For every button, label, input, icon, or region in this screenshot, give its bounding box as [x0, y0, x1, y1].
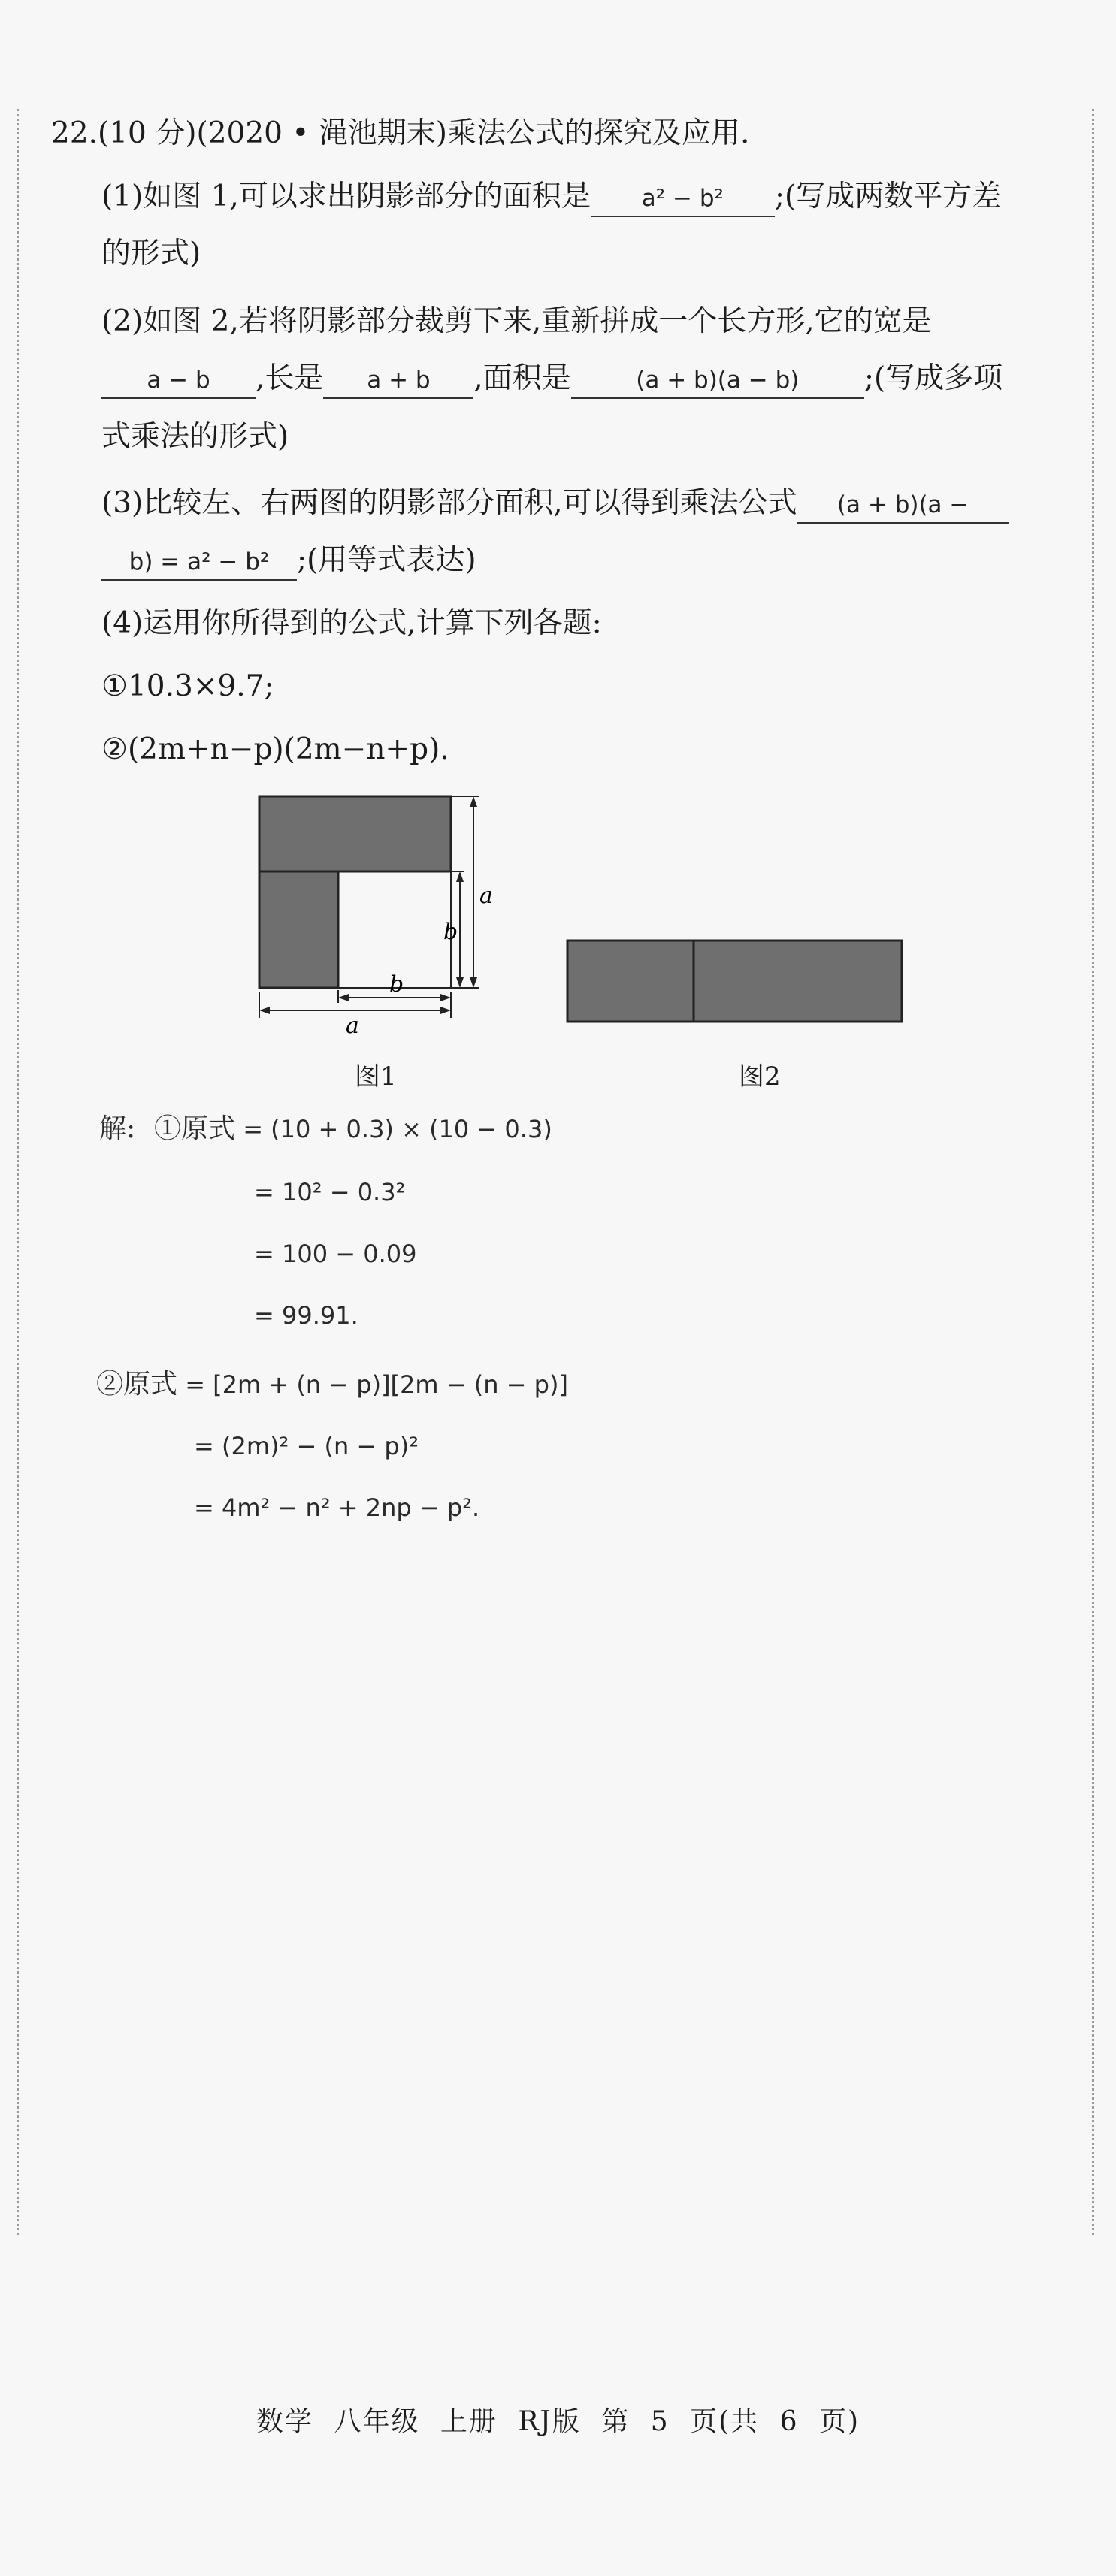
- label-a-bottom: a: [346, 1013, 359, 1037]
- figure-1-top-shaded-rect: [259, 796, 451, 871]
- solution-2-line-2: = (2m)² − (n − p)²: [194, 1432, 419, 1460]
- solution-label: 解:: [99, 1113, 136, 1144]
- solution-1-line-2: = 10² − 0.3²: [254, 1178, 406, 1206]
- solution-1-line-4: = 99.91.: [254, 1301, 358, 1330]
- question-4: (4)运用你所得到的公式,计算下列各题:: [101, 606, 602, 640]
- question-3-continued: b) = a² − b² ;(用等式表达): [101, 538, 476, 583]
- answer-blank-formula-part1: (a + b)(a −: [797, 488, 1009, 524]
- solution-1-line-3: = 100 − 0.09: [254, 1240, 417, 1268]
- answer-blank-area: (a + b)(a − b): [571, 363, 864, 399]
- answer-blank-width: a − b: [101, 363, 256, 399]
- figure-1: [240, 789, 496, 1037]
- right-margin-line: [1092, 109, 1094, 2235]
- question-1: (1)如图 1,可以求出阴影部分的面积是 a² − b² ;(写成两数平方差: [101, 174, 1001, 219]
- page-footer: 数学 八年级 上册 RJ版 第 5 页(共 6 页): [256, 2406, 860, 2437]
- figure-2-caption: 图2: [739, 1062, 781, 1092]
- answer-blank-1: a² − b²: [591, 181, 775, 217]
- figure-1-left-shaded-rect: [259, 871, 338, 988]
- label-b-bottom: b: [389, 971, 404, 998]
- question-2-continued: 式乘法的形式): [101, 420, 289, 454]
- figure-1-caption: 图1: [355, 1062, 397, 1092]
- answer-blank-formula-part2: b) = a² − b²: [101, 545, 297, 581]
- problem-header: 22.(10 分)(2020 • 渑池期末)乘法公式的探究及应用.: [51, 116, 750, 150]
- figure-2: [560, 932, 913, 1029]
- left-margin-line: [17, 109, 19, 2235]
- figure-2-shaded-rect: [567, 941, 902, 1022]
- answer-blank-length: a + b: [323, 363, 473, 399]
- question-4-item-2: ②(2m+n−p)(2m−n+p).: [101, 732, 449, 766]
- label-a-right: a: [479, 883, 493, 909]
- question-3: (3)比较左、右两图的阴影部分面积,可以得到乘法公式 (a + b)(a −: [101, 481, 1009, 526]
- solution-2-line-3: = 4m² − n² + 2np − p².: [194, 1493, 480, 1522]
- label-b-right: b: [443, 919, 458, 945]
- solution-1-line-1: ①原式 = (10 + 0.3) × (10 − 0.3): [154, 1113, 552, 1144]
- question-2-answers: a − b ,长是 a + b ,面积是 (a + b)(a − b) ;(写成多项: [101, 356, 1003, 401]
- question-2: (2)如图 2,若将阴影部分裁剪下来,重新拼成一个长方形,它的宽是: [101, 304, 932, 338]
- solution-2-line-1: ②原式 = [2m + (n − p)][2m − (n − p)]: [96, 1369, 568, 1400]
- question-4-item-1: ①10.3×9.7;: [101, 669, 274, 703]
- question-1-continued: 的形式): [101, 237, 201, 270]
